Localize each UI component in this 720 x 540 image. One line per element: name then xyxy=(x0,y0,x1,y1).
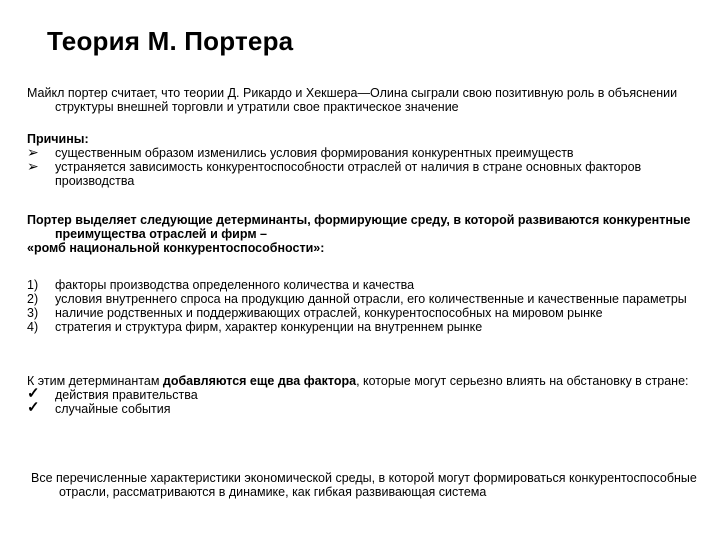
arrow-bullet-icon: ➢ xyxy=(27,158,39,174)
determinant-text: факторы производства определенного количества и качества xyxy=(55,278,415,292)
conclusion-paragraph: Все перечисленные характеристики экономической среды, в которой могут формироваться конкурентоспособные отрасли, рассматриваются в динамике, как гибкая развивающая система xyxy=(31,471,697,499)
checkmark-icon: ✓ xyxy=(27,399,40,416)
extra-factor-text: действия правительства xyxy=(55,388,198,402)
determinant-item xyxy=(27,306,699,320)
item-number: 2) xyxy=(27,292,39,306)
slide-title: Теория М. Портера xyxy=(47,26,294,56)
rhombus-label: «ромб национальной конкурентоспособности»: xyxy=(27,241,325,255)
reason-text: устраняется зависимость конкурентоспособности отраслей от наличия в стране основных факторов производства xyxy=(55,160,642,188)
extra-bold: добавляются еще два фактора xyxy=(162,374,357,388)
extra-pre: К этим детерминантам xyxy=(27,374,163,388)
determinants-intro-line: Портер выделяет следующие детерминанты, формирующие среду, в которой развиваются конкурентные преимущества отраслей и фирм – xyxy=(27,213,691,241)
determinant-item xyxy=(27,292,699,306)
reasons-heading: Причины: xyxy=(27,132,89,146)
reason-item xyxy=(27,146,699,160)
checkmark-icon: ✓ xyxy=(27,385,40,402)
item-number: 3) xyxy=(27,306,39,320)
extra-factor-text: случайные события xyxy=(55,402,171,416)
item-number: 1) xyxy=(27,278,39,292)
arrow-bullet-icon: ➢ xyxy=(27,144,39,160)
determinant-text: наличие родственных и поддерживающих отраслей, конкурентоспособных на мировом рынке xyxy=(55,306,603,320)
extra-factors-intro xyxy=(27,374,699,388)
determinant-text: условия внутреннего спроса на продукцию данной отрасли, его количественные и качественные параметры xyxy=(55,292,687,306)
determinant-item xyxy=(27,320,699,334)
determinants-list xyxy=(27,278,699,334)
determinants-intro xyxy=(27,213,699,255)
reasons-section xyxy=(27,132,699,188)
determinant-item xyxy=(27,278,699,292)
determinant-text: стратегия и структура фирм, характер конкуренции на внутреннем рынке xyxy=(55,320,483,334)
extra-factors-section xyxy=(27,374,699,416)
item-number: 4) xyxy=(27,320,39,334)
reason-item xyxy=(27,160,699,188)
extra-factor-item xyxy=(27,399,699,416)
intro-paragraph: Майкл портер считает, что теории Д. Рикардо и Хекшера—Олина сыграли свою позитивную роль в объяснении структуры внешней торговли и утратили свое практическое значение xyxy=(27,86,678,114)
extra-post: , которые могут серьезно влиять на обстановку в стране: xyxy=(356,374,689,388)
reason-text: существенным образом изменились условия формирования конкурентных преимуществ xyxy=(55,146,574,160)
extra-factor-item xyxy=(27,385,699,402)
